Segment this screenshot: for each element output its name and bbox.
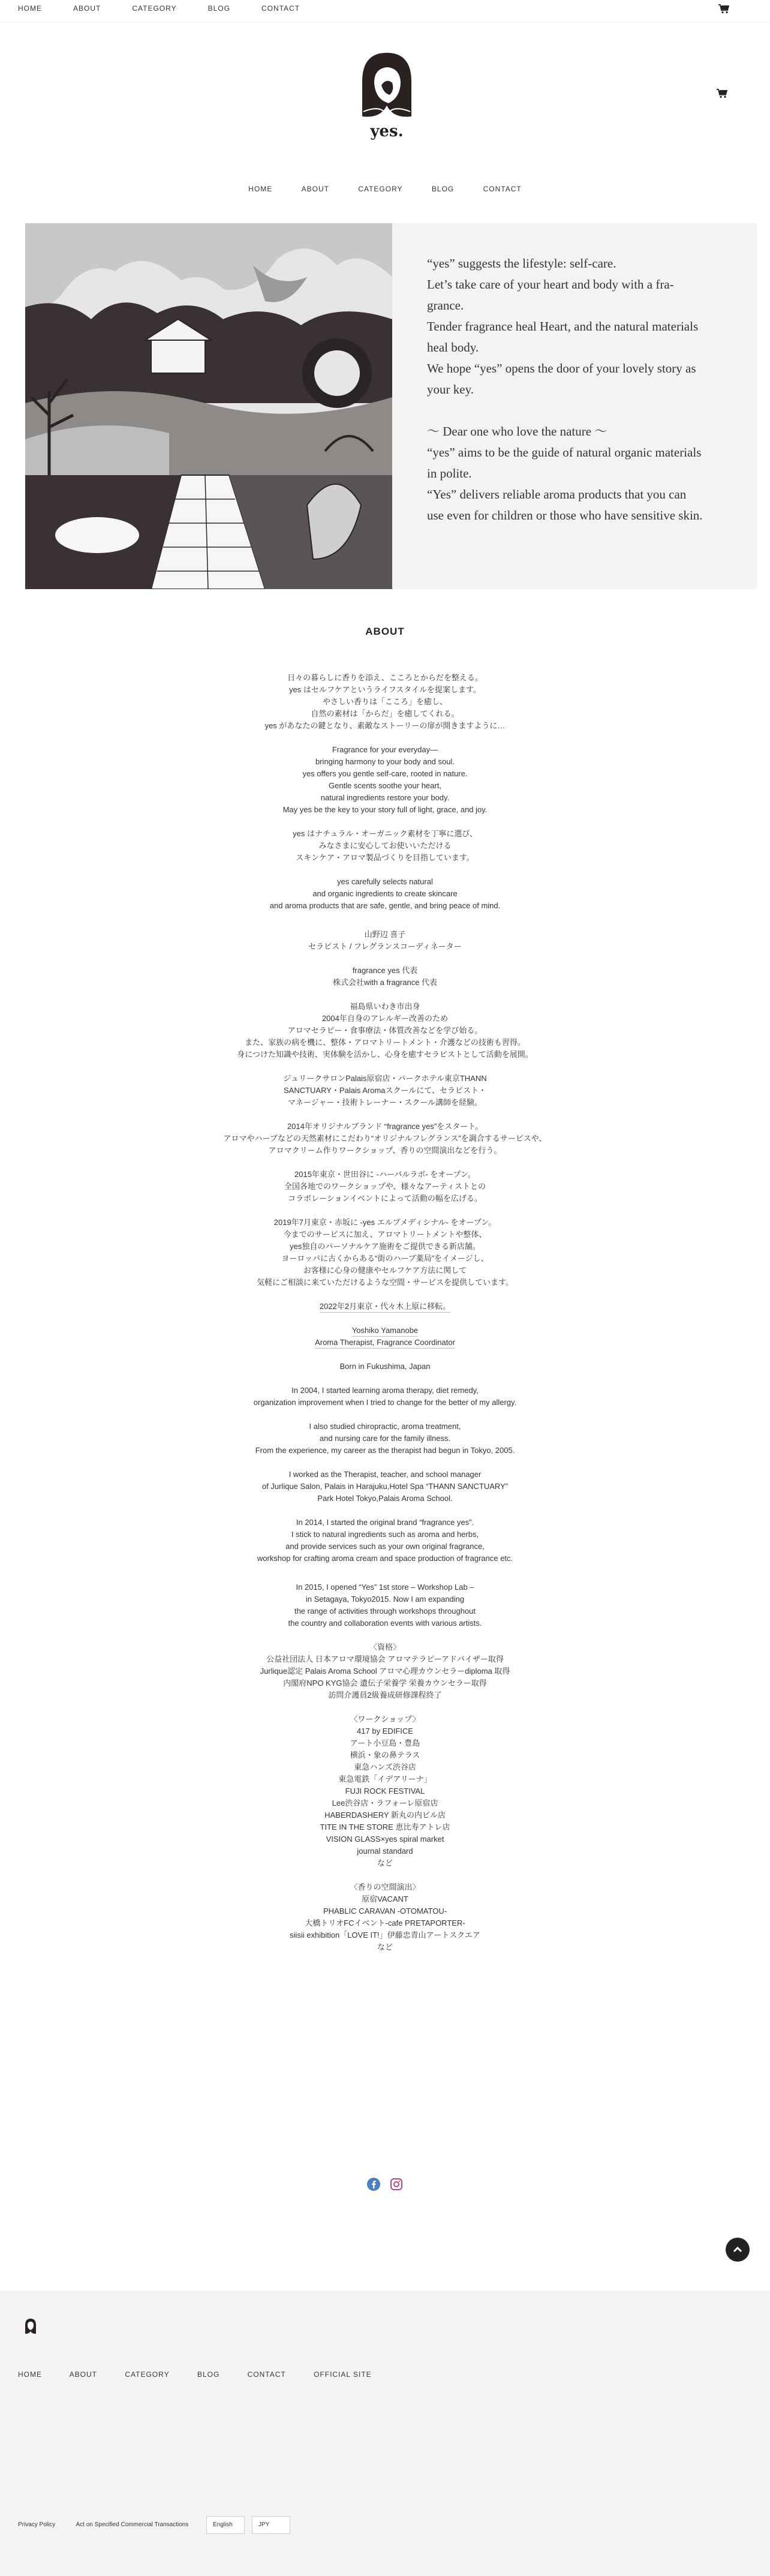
about-line [0,720,770,732]
about-line [0,1145,770,1157]
about-line [0,1653,770,1665]
about-line-text: 株式会社with a fragrance 代表 [332,978,438,987]
privacy-policy-link[interactable]: Privacy Policy [18,2521,56,2528]
about-line-text: In 2014, I started the original brand “fragrance yes”. [296,1518,474,1527]
about-line [0,1097,770,1109]
about-line [0,1809,770,1821]
hero-line: your key. [427,382,474,397]
about-line [0,1229,770,1241]
about-line [0,1845,770,1857]
about-line-text: VISION GLASS×yes spiral market [326,1835,444,1844]
about-line-text: 〈ワークショップ〉 [350,1715,420,1724]
about-line [0,768,770,780]
top-nav [18,0,331,17]
hero-line: We hope “yes” opens the door of your lovely story as [427,361,696,376]
about-line [0,708,770,720]
about-line [0,900,770,912]
about-line [0,1593,770,1605]
about-line-text: natural ingredients restore your body. [320,793,450,802]
spacer [0,1565,770,1581]
about-line [0,1073,770,1085]
about-line-text: 今までのサービスに加え、アロマトリートメントや整体、 [283,1230,487,1239]
about-line-text: 原宿VACANT [362,1895,408,1904]
spacer [0,1061,770,1073]
about-line-text: Born in Fukushima, Japan [339,1362,431,1371]
about-line [0,1433,770,1445]
about-line-text: 福島県いわき市出身 [350,1002,420,1011]
about-line-text: the range of activities through workshops throughout [294,1607,476,1616]
about-line [0,941,770,953]
main-nav [0,185,770,193]
logo-mark-icon [357,52,416,122]
about-line [0,1689,770,1701]
about-line [0,965,770,977]
about-line [0,1517,770,1529]
about-line [0,1917,770,1929]
about-line-text: and aroma products that are safe, gentle, and bring peace of mind. [269,901,501,910]
about-line-text: 2019年7月東京・赤坂に -yes エルブメディシナル- をオープン。 [273,1218,497,1227]
about-line-text: yes があなたの鍵となり、素敵なストーリーの扉が開きますように… [264,721,506,730]
about-line [0,1325,770,1337]
about-line-text: 2022年2月東京・代々木上原に移転。 [320,1302,450,1313]
about-line-text: in Setagaya, Tokyo2015. Now I am expanding [305,1595,465,1604]
about-line-text: HABERDASHERY 新丸の内ビル店 [324,1811,446,1820]
about-line-text: of Jurlique Salon, Palais in Harajuku,Hotel Spa “THANN SANCTUARY” [261,1482,509,1491]
about-line-text: また、家族の病を機に、整体・アロマトリートメント・介護などの技術も習得。 [245,1038,525,1047]
footer-nav-blog[interactable]: BLOG [197,2370,220,2379]
site-logo[interactable] [357,52,416,142]
about-line-text: bringing harmony to your body and soul. [315,757,455,766]
about-line [0,744,770,756]
language-select[interactable]: English [206,2516,245,2534]
about-content [0,672,770,1953]
spacer [0,953,770,965]
about-line-text: In 2015, I opened “Yes” 1st store – Workshop Lab – [296,1583,474,1592]
about-line [0,1881,770,1893]
about-line [0,1217,770,1229]
about-line [0,1797,770,1809]
footer-nav [18,2370,397,2379]
legal-links [18,2521,207,2528]
hero-line: “yes” aims to be the guide of natural organic materials [427,445,702,460]
about-line-text: Jurlique認定 Palais Aroma School アロマ心理カウンセラーdiploma 取得 [260,1667,510,1676]
about-line-text: Aroma Therapist, Fragrance Coordinator [315,1338,455,1349]
about-line [0,1541,770,1553]
spacer [0,864,770,876]
about-line [0,1737,770,1749]
about-line-text: コラボレーションイベントによって活動の幅を広げる。 [288,1194,482,1203]
about-line-text: yes はナチュラル・オーガニック素材を丁寧に選び、 [293,829,477,838]
spacer [0,1701,770,1713]
header-cart-icon[interactable] [717,89,727,98]
spacer [0,1157,770,1169]
spacer [0,1289,770,1301]
about-line [0,1493,770,1505]
about-line-text: 2014年オリジナルブランド “fragrance yes”をスタート。 [287,1122,483,1131]
about-line [0,1121,770,1133]
about-line [0,1133,770,1145]
about-line-text: organization improvement when I tried to change for the better of my allergy. [253,1398,517,1407]
about-line [0,1421,770,1433]
about-line-text: I worked as the Therapist, teacher, and school manager [288,1470,482,1479]
about-line-text: スキンケア・アロマ製品づくりを目指しています。 [296,853,474,862]
hero-illustration [25,223,392,589]
about-line [0,1397,770,1409]
about-line-text: 内閣府NPO KYG協会 遺伝子栄養学 栄養カウンセラー取得 [283,1679,487,1688]
nav-category[interactable]: CATEGORY [358,185,403,193]
about-line-text: yes独自のパーソナルケア施術をご提供できる新店舗。 [290,1242,480,1251]
about-line [0,1857,770,1869]
about-line-text: 2004年自身のアレルギー改善のため [321,1014,449,1023]
about-line-text: セラピスト / フレグランスコーディネーター [308,942,462,951]
footer-nav-contact[interactable]: CONTACT [247,2370,286,2379]
spacer [0,1349,770,1361]
about-line-text: fragrance yes 代表 [352,966,418,975]
about-line [0,696,770,708]
about-line-text: and organic ingredients to create skincare [312,889,458,898]
about-line-text: アート小豆島・豊島 [350,1739,420,1748]
spacer [0,1629,770,1641]
spacer [427,400,739,421]
about-line-text: journal standard [357,1847,413,1856]
about-line-text: In 2004, I started learning aroma therapy, diet remedy, [291,1386,479,1395]
footer-logo-icon[interactable] [24,2318,37,2336]
about-line-text: yes offers you gentle self-care, rooted in nature. [302,769,468,778]
about-line-text: 東急電鉄「イデアリーナ」 [338,1775,432,1784]
about-line-text: TITE IN THE STORE 恵比寿アトレ店 [320,1823,450,1832]
about-line [0,1529,770,1541]
about-line-text: Lee渋谷店・ラフォーレ原宿店 [332,1799,438,1808]
spacer [0,1869,770,1881]
about-line-text: 〈資格〉 [369,1643,401,1652]
about-line [0,929,770,941]
about-line [0,1941,770,1953]
about-line [0,1001,770,1013]
spacer [0,1205,770,1217]
about-line-text: yes carefully selects natural [337,877,433,886]
about-line-text: PHABLIC CARAVAN -OTOMATOU- [323,1907,447,1916]
footer-nav-official-site[interactable]: OFFICIAL SITE [314,2370,372,2379]
about-line-text: and provide services such as your own original fragrance, [285,1542,485,1551]
about-line-text: 全国各地でのワークショップや、様々なアーティストとの [284,1182,486,1191]
about-line-text: 417 by EDIFICE [357,1727,413,1736]
top-nav-contact[interactable]: CONTACT [261,4,300,13]
top-bar [0,0,770,22]
about-line [0,780,770,792]
about-line-text: やさしい香りは「こころ」を癒し、 [322,697,447,706]
about-line [0,852,770,864]
about-line-text: I stick to natural ingredients such as aroma and herbs, [291,1530,479,1539]
hero-copy [427,253,739,526]
instagram-icon[interactable] [390,2178,403,2191]
about-line [0,1749,770,1761]
about-line-text: 日々の暮らしに香りを添え、こころとからだを整える。 [287,673,483,682]
about-line-text: I also studied chiropractic, aroma treatment, [309,1422,461,1431]
spacer [0,816,770,828]
about-line-text: アロマセラピー・食事療法・体質改善などを学び始る。 [287,1026,483,1035]
scroll-to-top-button[interactable] [726,2238,750,2262]
about-line [0,1037,770,1049]
nav-blog[interactable]: BLOG [431,185,455,193]
about-line [0,1581,770,1593]
hero-line: use even for children or those who have sensitive skin. [427,508,703,523]
about-line [0,1905,770,1917]
footer [0,2290,770,2576]
about-line-text: Park Hotel Tokyo,Palais Aroma School. [317,1494,453,1503]
footer-nav-about[interactable]: ABOUT [69,2370,98,2379]
about-line [0,876,770,888]
about-line-text: siisii exhibition「LOVE IT!」伊藤忠青山アートスクエア [290,1931,480,1939]
about-line [0,1277,770,1289]
about-line [0,756,770,768]
hero-line: grance. [427,298,464,313]
about-line-text: 横浜・象の鼻テラス [350,1751,420,1760]
top-nav-blog[interactable]: BLOG [207,4,230,13]
about-line [0,1085,770,1097]
about-line [0,1821,770,1833]
about-line-text: みなさまに安心してお使いいただける [318,841,452,850]
about-line [0,1445,770,1457]
about-line [0,1169,770,1181]
commercial-transactions-link[interactable]: Act on Specified Commercial Transactions [76,2521,189,2528]
about-title: ABOUT [365,626,405,637]
spacer [0,732,770,744]
hero-line: Let’s take care of your heart and body with a fra- [427,277,674,292]
about-line [0,1833,770,1845]
nav-about[interactable]: ABOUT [301,185,329,193]
about-line [0,1241,770,1253]
about-line-text: アロマクリーム作りワークショップ、香りの空間演出などを行う。 [268,1146,502,1155]
about-line [0,1385,770,1397]
spacer [0,912,770,929]
about-line [0,1785,770,1797]
about-line [0,1193,770,1205]
about-line-text: 山野辺 喜子 [364,930,406,939]
about-line-text: お客様に心身の健康やセルフケア方法に関して [303,1266,467,1275]
spacer [0,1109,770,1121]
facebook-icon[interactable] [367,2178,380,2191]
about-line-text: マネージャー・技術トレーナー・スクール講師を経験。 [287,1098,483,1107]
about-line-text: From the experience, my career as the therapist had begun in Tokyo, 2005. [255,1446,515,1455]
about-line [0,1181,770,1193]
about-line-text: the country and collaboration events with various artists. [288,1619,482,1628]
nav-contact[interactable]: CONTACT [483,185,522,193]
about-line [0,684,770,696]
hero-line: “Yes” delivers reliable aroma products that you can [427,487,687,502]
about-line-text: アロマやハーブなどの天然素材にこだわり“オリジナルフレグランス”を調合するサービスや、 [223,1134,547,1143]
spacer [0,1457,770,1469]
about-line [0,1665,770,1677]
footer-nav-category[interactable]: CATEGORY [125,2370,170,2379]
cart-icon[interactable] [718,4,729,14]
about-line [0,1025,770,1037]
about-line-text: ジュリークサロンPalais原宿店・パークホテル東京THANN [283,1074,487,1083]
about-line [0,1301,770,1313]
about-line [0,1605,770,1617]
about-line-text: ヨーロッパに古くからある“街のハーブ薬局”をイメージし、 [281,1254,489,1263]
about-line [0,1773,770,1785]
about-line [0,1761,770,1773]
about-line-text: など [377,1859,393,1868]
spacer [0,989,770,1001]
about-line-text: 公益社団法人 日本アロマ環境協会 アロマテラピーアドバイザー取得 [266,1655,504,1664]
about-line [0,1265,770,1277]
about-line [0,1013,770,1025]
spacer [0,1313,770,1325]
about-line [0,1725,770,1737]
spacer [0,1373,770,1385]
about-line-text: May yes be the key to your story full of light, grace, and joy. [282,805,488,814]
about-line-text: 大橋トリオFCイベント-cafe PRETAPORTER- [305,1919,465,1928]
footer-nav-home[interactable]: HOME [18,2370,42,2379]
about-line-text: 2015年東京・世田谷に -ハーバルラボ- をオープン。 [294,1170,476,1179]
about-line-text: Yoshiko Yamanobe [352,1326,418,1337]
about-line [0,1049,770,1061]
top-nav-home[interactable]: HOME [18,4,42,13]
about-line-text: 自然の素材は「からだ」を癒してくれる。 [311,709,459,718]
about-line [0,977,770,989]
about-line-text: workshop for crafting aroma cream and space production of fragrance etc. [257,1554,513,1563]
about-line [0,828,770,840]
about-line-text: など [377,1942,393,1951]
chevron-up-icon [726,2238,750,2262]
about-line-text: 訪問介護員2級養成研修課程終了 [328,1691,442,1700]
about-line [0,792,770,804]
about-line-text: 東急ハンズ渋谷店 [354,1763,416,1772]
spacer [0,1505,770,1517]
hero-text-panel [392,223,757,589]
about-line [0,804,770,816]
logo-text: yes. [370,122,404,140]
about-line [0,1469,770,1481]
top-nav-about[interactable]: ABOUT [73,4,101,13]
about-line [0,1713,770,1725]
about-line [0,1481,770,1493]
about-line-text: 気軽にご相談に来ていただけるような空間・サービスを提供しています。 [257,1278,513,1287]
about-line [0,672,770,684]
about-line [0,1553,770,1565]
about-line [0,888,770,900]
about-line-text: 身につけた知識や技術、実体験を活かし、心身を癒すセラピストとして活動を展開。 [237,1050,533,1059]
about-line [0,1893,770,1905]
hero-line: heal body. [427,340,479,355]
about-line [0,840,770,852]
top-nav-category[interactable]: CATEGORY [132,4,177,13]
about-line-text: yes はセルフケアというライフスタイルを提案します。 [289,685,481,694]
about-line [0,1253,770,1265]
about-line [0,1361,770,1373]
about-line-text: and nursing care for the family illness. [319,1434,451,1443]
about-line-text: FUJI ROCK FESTIVAL [345,1787,425,1796]
spacer [0,1409,770,1421]
about-line [0,1677,770,1689]
about-line-text: SANCTUARY・Palais Aromaスクールにて、セラピスト・ [283,1086,486,1095]
currency-select[interactable]: JPY [252,2516,290,2534]
nav-home[interactable]: HOME [248,185,273,193]
about-line-text: 〈香りの空間演出〉 [350,1883,420,1892]
hero-line: “yes” suggests the lifestyle: self-care. [427,256,616,271]
hero-line: ～ Dear one who love the nature ～ [427,424,607,439]
about-line-text: Gentle scents soothe your heart, [329,781,441,790]
about-line [0,1337,770,1349]
about-line [0,1641,770,1653]
about-line-text: Fragrance for your everyday— [332,745,438,754]
hero-line: Tender fragrance heal Heart, and the natural materials [427,319,699,334]
about-line [0,1617,770,1629]
hero-line: in polite. [427,466,472,481]
about-line [0,1929,770,1941]
